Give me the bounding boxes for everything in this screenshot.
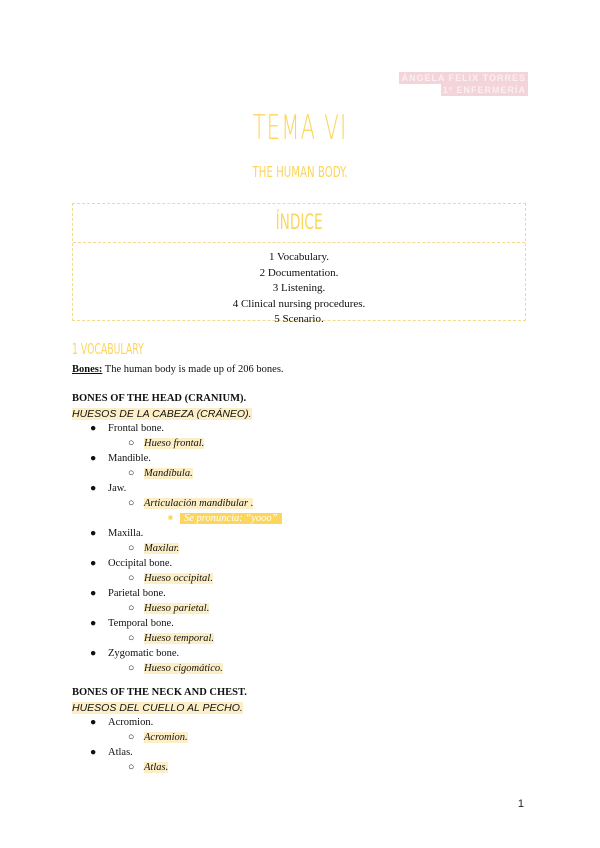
list-item: ● Occipital bone. <box>90 558 173 569</box>
index-item: 3 Listening. <box>272 282 326 294</box>
page-number: 1 <box>517 798 524 810</box>
list-item: ● Mandible. <box>90 453 151 464</box>
list-item: ● Acromion. <box>90 717 154 728</box>
circle-bullet-icon: ○ <box>128 603 135 614</box>
bullet-icon: ● <box>90 558 97 569</box>
list-subitem: ○ Articulación mandibular . <box>128 498 254 509</box>
circle-bullet-icon: ○ <box>128 732 135 743</box>
head-title-en: BONES OF THE HEAD (CRANIUM). <box>72 393 247 404</box>
list-subitem: ○ Hueso occipital. <box>128 573 213 584</box>
list-subitem: ○ Maxilar. <box>128 543 180 554</box>
circle-bullet-icon: ○ <box>128 468 135 479</box>
index-item: 1 Vocabulary. <box>269 251 329 263</box>
bones-intro-text: The human body is made up of 206 bones. <box>102 364 284 375</box>
list-item: ● Parietal bone. <box>90 588 166 599</box>
list-item: ● Atlas. <box>90 747 133 758</box>
page-subtitle: THE HUMAN BODY. <box>252 163 348 181</box>
index-item: 2 Documentation. <box>259 266 339 279</box>
list-item: ● Frontal bone. <box>90 423 164 434</box>
bullet-icon: ● <box>90 483 97 494</box>
bullet-icon: ● <box>90 747 97 758</box>
index-table <box>72 203 526 325</box>
index-heading: ÍNDICE <box>73 204 525 243</box>
circle-bullet-icon: ○ <box>128 633 135 644</box>
bullet-icon: ● <box>90 618 97 629</box>
list-subitem: ○ Hueso frontal. <box>128 438 205 449</box>
circle-bullet-icon: ○ <box>128 573 135 584</box>
section-heading-vocabulary: 1 VOCABULARY <box>72 340 144 358</box>
list-subitem: ○ Acromion. <box>128 732 188 743</box>
author-course: 1º ENFERMERÍA <box>442 85 526 95</box>
intro-line <box>72 364 284 375</box>
author-block <box>399 72 528 96</box>
circle-bullet-icon: ○ <box>128 498 135 509</box>
square-bullet-icon: ■ <box>168 513 173 522</box>
bullet-icon: ● <box>90 453 97 464</box>
author-name: ÁNGELA FELIX TORRES <box>401 73 526 83</box>
list-subitem: ○ Hueso temporal. <box>128 633 214 644</box>
circle-bullet-icon: ○ <box>128 663 135 674</box>
bones-label: Bones: <box>72 364 103 375</box>
bullet-icon: ● <box>90 648 97 659</box>
bullet-icon: ● <box>90 717 97 728</box>
list-subitem: ○ Mandíbula. <box>128 468 193 479</box>
neck-title-en: BONES OF THE NECK AND CHEST. <box>72 687 247 698</box>
bullet-icon: ● <box>90 423 97 434</box>
bullet-icon: ● <box>90 528 97 539</box>
list-subsubitem <box>72 513 532 527</box>
list-item: ● Maxilla. <box>90 528 144 539</box>
list-item: ● Zygomatic bone. <box>90 648 180 659</box>
index-list <box>73 243 525 328</box>
index-item: 4 Clinical nursing procedures. <box>232 297 366 310</box>
index-item: 5 Scenario. <box>274 313 324 325</box>
neck-title-es: HUESOS DEL CUELLO AL PECHO. <box>72 702 243 714</box>
bullet-icon: ● <box>90 588 97 599</box>
pronunciation-note: Se pronuncia: “yooo” <box>180 513 282 524</box>
circle-bullet-icon: ○ <box>128 762 135 773</box>
circle-bullet-icon: ○ <box>128 543 135 554</box>
head-title-es: HUESOS DE LA CABEZA (CRÁNEO). <box>72 408 252 420</box>
list-item: ● Temporal bone. <box>90 618 174 629</box>
page-title: TEMA VI <box>252 108 348 148</box>
circle-bullet-icon: ○ <box>128 438 135 449</box>
list-subitem: ○ Hueso parietal. <box>128 603 210 614</box>
list-subitem: ○ Atlas. <box>128 762 169 773</box>
list-subitem: ○ Hueso cigomático. <box>128 663 223 674</box>
list-item: ● Jaw. <box>90 483 127 494</box>
